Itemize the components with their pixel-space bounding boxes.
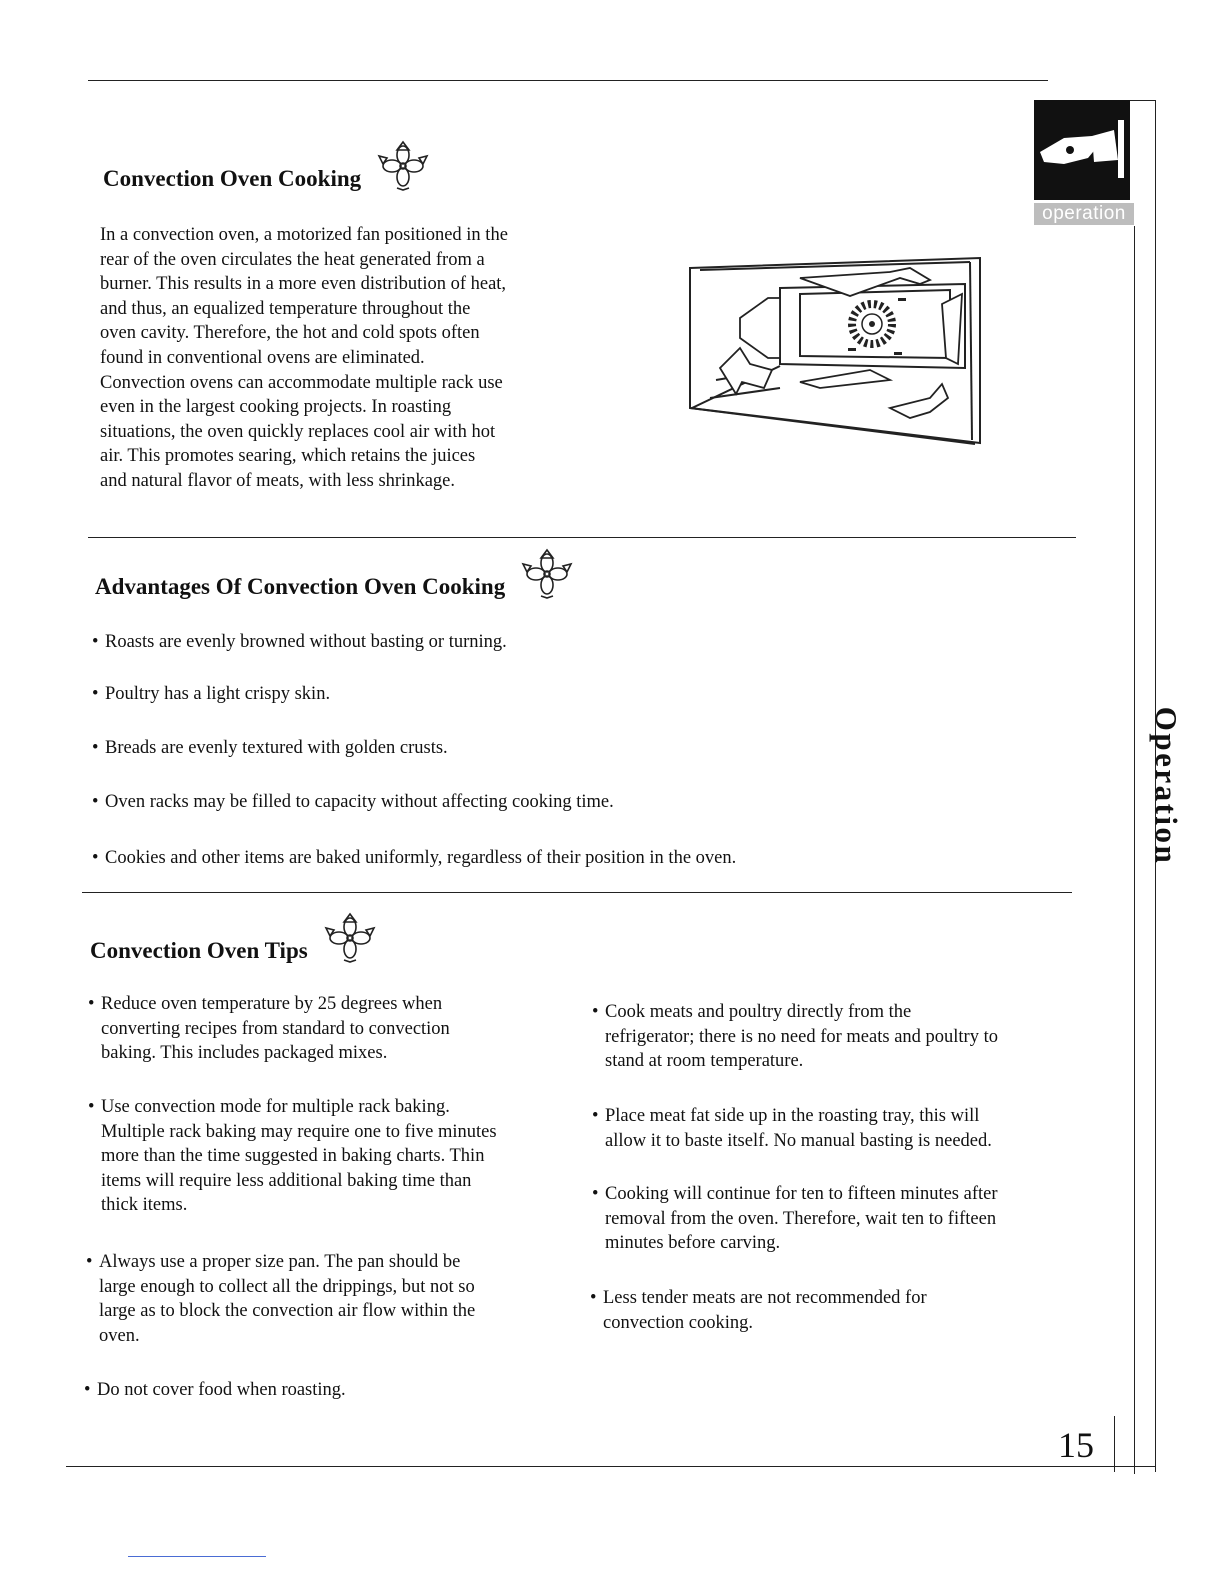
body-line: rear of the oven circulates the heat generated from a bbox=[100, 249, 485, 270]
tip-line: Always use a proper size pan. The pan should be bbox=[99, 1252, 461, 1272]
advantage-item: • Oven racks may be filled to capacity without affecting cooking time. bbox=[92, 790, 992, 815]
advantage-text: Oven racks may be filled to capacity without affecting cooking time. bbox=[105, 792, 614, 812]
tip-item: • Place meat fat side up in the roasting tray, this will allow it to baste itself. No manual basting is needed. bbox=[592, 1104, 1072, 1153]
fan-icon bbox=[519, 548, 575, 600]
tip-line: allow it to baste itself. No manual basting is needed. bbox=[605, 1130, 992, 1151]
body-line: found in conventional ovens are eliminated. bbox=[100, 347, 425, 368]
tip-item: • Always use a proper size pan. The pan should be large enough to collect all the drippings, but not so large as to block the convection air flow within the oven. bbox=[86, 1250, 566, 1348]
tip-item: • Use convection mode for multiple rack baking. Multiple rack baking may require one to five minutes more than the time suggested in baking charts. Thin items will require less additional baking time than thick items. bbox=[88, 1095, 568, 1218]
tip-line: converting recipes from standard to convection bbox=[101, 1018, 450, 1039]
sidebar-section-title: Operation bbox=[1149, 706, 1184, 866]
advantage-item: • Roasts are evenly browned without basting or turning. bbox=[92, 630, 992, 655]
section2-heading bbox=[95, 548, 575, 600]
sidebar-tab-label: operation bbox=[1034, 203, 1134, 225]
tip-line: convection cooking. bbox=[603, 1312, 754, 1333]
tip-line: Do not cover food when roasting. bbox=[97, 1380, 346, 1400]
top-rule bbox=[88, 80, 1048, 81]
tip-line: thick items. bbox=[101, 1195, 188, 1215]
tip-line: large enough to collect all the drippings, but not so bbox=[99, 1276, 475, 1297]
body-line: Convection ovens can accommodate multiple rack use bbox=[100, 372, 503, 393]
body-line: and natural flavor of meats, with less shrinkage. bbox=[100, 470, 455, 491]
advantage-item: • Cookies and other items are baked uniformly, regardless of their position in the oven. bbox=[92, 846, 1032, 871]
tip-line: Less tender meats are not recommended for bbox=[603, 1288, 927, 1308]
tip-item: • Cook meats and poultry directly from the refrigerator; there is no need for meats and poultry to stand at room temperature. bbox=[592, 1000, 1072, 1074]
body-line: situations, the oven quickly replaces cool air with hot bbox=[100, 421, 496, 442]
section3-heading-text: Convection Oven Tips bbox=[90, 938, 308, 963]
sidebar-tab bbox=[1034, 100, 1130, 200]
advantage-text: Poultry has a light crispy skin. bbox=[105, 684, 331, 704]
sidebar-top-rule bbox=[1130, 100, 1156, 101]
tip-line: large as to block the convection air flow within the bbox=[99, 1301, 476, 1321]
section2-heading-text: Advantages Of Convection Oven Cooking bbox=[95, 574, 506, 599]
section1-body bbox=[100, 223, 600, 494]
advantage-text: Roasts are evenly browned without basting or turning. bbox=[105, 632, 507, 652]
advantage-text: Breads are evenly textured with golden crusts. bbox=[105, 738, 448, 758]
section2-divider bbox=[82, 892, 1072, 893]
tip-line: minutes before carving. bbox=[605, 1233, 781, 1253]
hand-pointing-icon bbox=[1034, 100, 1130, 200]
tip-item: • Less tender meats are not recommended for convection cooking. bbox=[590, 1286, 1070, 1335]
tip-line: Reduce oven temperature by 25 degrees when bbox=[101, 994, 443, 1014]
fan-icon bbox=[375, 140, 431, 192]
body-line: and thus, an equalized temperature throughout the bbox=[100, 298, 471, 319]
section1-divider bbox=[88, 537, 1076, 538]
section1-heading-text: Convection Oven Cooking bbox=[103, 166, 362, 191]
tip-line: refrigerator; there is no need for meats and poultry to bbox=[605, 1026, 998, 1047]
body-line: air. This promotes searing, which retains the juices bbox=[100, 446, 476, 467]
tip-line: stand at room temperature. bbox=[605, 1051, 804, 1071]
tip-line: oven. bbox=[99, 1325, 140, 1346]
body-line: In a convection oven, a motorized fan positioned in the bbox=[100, 225, 508, 245]
tip-item: • Reduce oven temperature by 25 degrees when converting recipes from standard to convection baking. This includes packaged mixes. bbox=[88, 992, 568, 1066]
sidebar-left-rule bbox=[1134, 226, 1135, 1474]
tip-line: items will require less additional baking time than bbox=[101, 1170, 472, 1191]
section1-heading bbox=[103, 140, 431, 192]
tip-line: Cook meats and poultry directly from the bbox=[605, 1002, 912, 1022]
body-line: even in the largest cooking projects. In roasting bbox=[100, 397, 452, 418]
tip-line: Multiple rack baking may require one to five minutes bbox=[101, 1121, 497, 1142]
tip-line: Cooking will continue for ten to fifteen minutes after bbox=[605, 1184, 998, 1204]
advantage-item: • Breads are evenly textured with golden crusts. bbox=[92, 736, 992, 761]
section3-heading bbox=[90, 912, 378, 964]
tip-line: Use convection mode for multiple rack baking. bbox=[101, 1097, 450, 1117]
fan-icon bbox=[322, 912, 378, 964]
body-line: burner. This results in a more even distribution of heat, bbox=[100, 274, 507, 295]
advantage-item: • Poultry has a light crispy skin. bbox=[92, 682, 992, 707]
oven-airflow-diagram bbox=[680, 248, 1000, 458]
tip-line: Place meat fat side up in the roasting tray, this will bbox=[605, 1106, 980, 1126]
page-number-rule bbox=[1114, 1416, 1115, 1472]
tip-line: more than the time suggested in baking charts. Thin bbox=[101, 1146, 485, 1166]
page-number: 15 bbox=[1058, 1425, 1094, 1465]
footer-underline bbox=[128, 1556, 266, 1557]
tip-line: baking. This includes packaged mixes. bbox=[101, 1043, 388, 1063]
bottom-rule bbox=[66, 1466, 1156, 1467]
tip-item: • Do not cover food when roasting. bbox=[84, 1378, 564, 1403]
tip-line: removal from the oven. Therefore, wait ten to fifteen bbox=[605, 1208, 997, 1229]
body-line: oven cavity. Therefore, the hot and cold spots often bbox=[100, 323, 480, 344]
advantage-text: Cookies and other items are baked uniformly, regardless of their position in the oven. bbox=[105, 848, 737, 868]
tip-item: • Cooking will continue for ten to fifteen minutes after removal from the oven. Therefore, wait ten to fifteen minutes before carving. bbox=[592, 1182, 1072, 1256]
